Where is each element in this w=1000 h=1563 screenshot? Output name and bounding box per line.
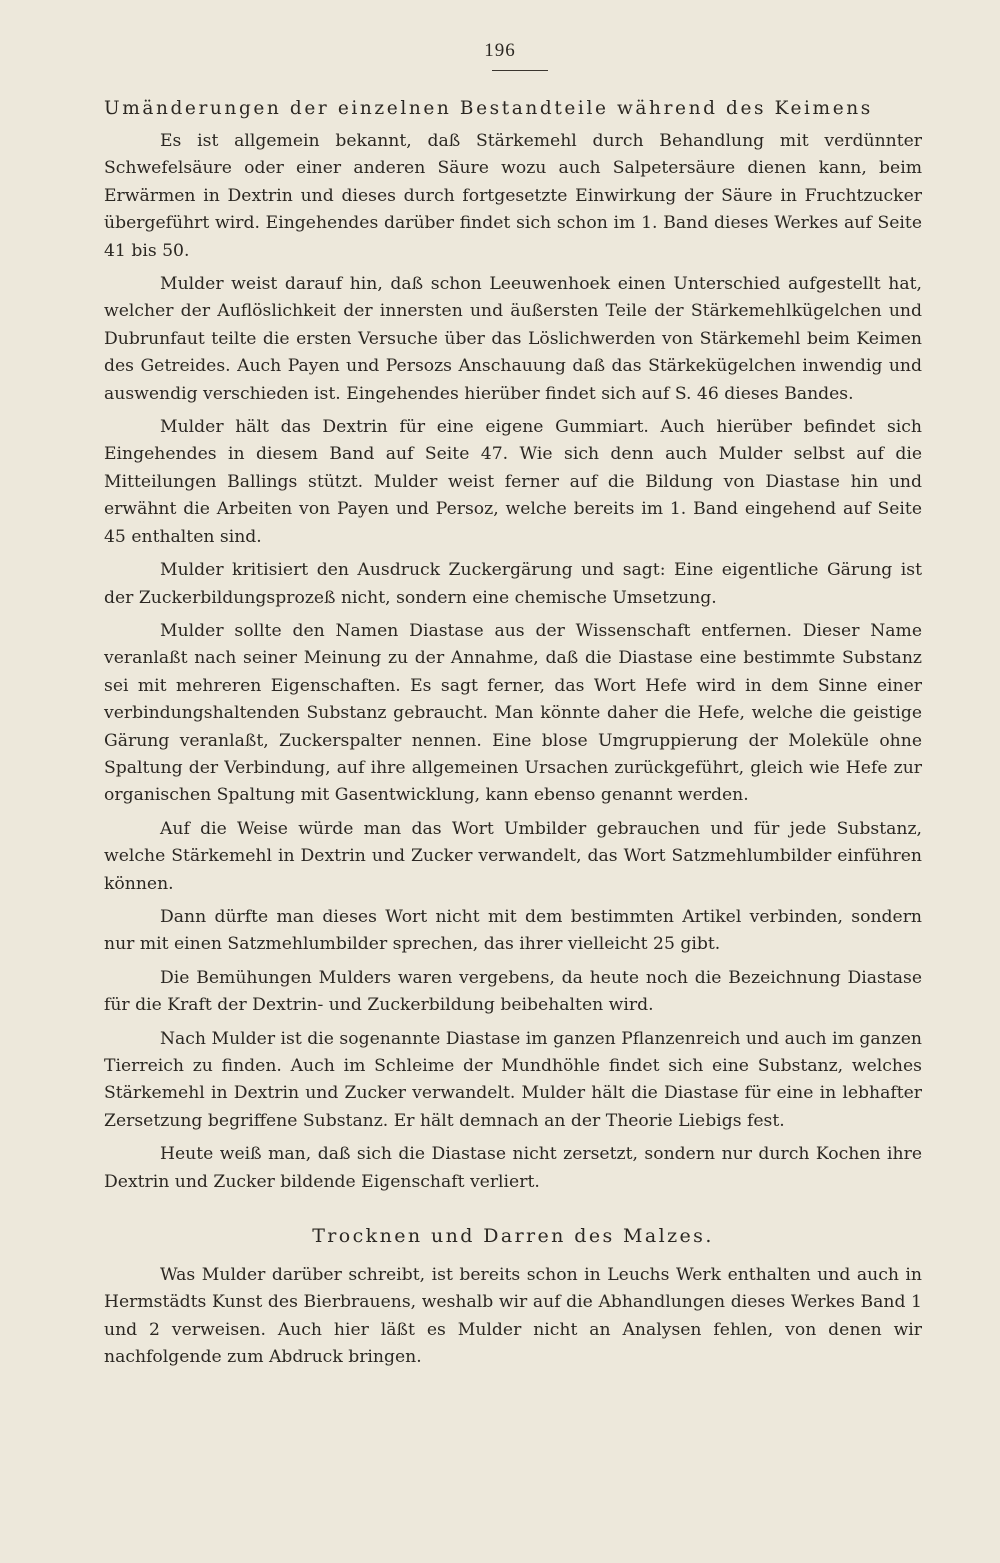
paragraph: Es ist allgemein bekannt, daß Stärkemehl durch Behandlung mit verdünnter Schwefelsäure oder einer anderen Säure wozu auch Salpetersäure dienen kann, beim Erwärmen in Dextrin und dieses durch fortgesetzte Einwirkung der Säure in Fruchtzucker übergeführt wird. Eingehendes darüber findet sich schon im 1. Band dieses Werkes auf Seite 41 bis 50. [104, 131, 922, 261]
section-heading-keimen: Umänderungen der einzelnen Bestandteile während des Keimens [104, 98, 873, 119]
paragraph: Heute weiß man, daß sich die Diastase nicht zersetzt, sondern nur durch Kochen ihre Dextrin und Zucker bildende Eigenschaft verliert. [104, 1144, 922, 1192]
paragraph: Mulder sollte den Namen Diastase aus der Wissenschaft entfernen. Dieser Name veranlaßt nach seiner Meinung zu der Annahme, daß die Diastase eine bestimmte Substanz sei mit mehreren Eigenschaften. Es sagt ferner, das Wort Hefe wird in dem Sinne einer verbindungshaltenden Substanz gebraucht. Man könnte daher die Hefe, welche die geistige Gärung veranlaßt, Zuckerspalter nennen. Eine blose Umgruppierung der Moleküle ohne Spaltung der Verbindung, auf ihre allgemeinen Ursachen zurückgeführt, gleich wie Hefe zur organischen Spaltung mit Gasentwicklung, kann ebenso genannt werden. [104, 620, 922, 806]
paragraph: Auf die Weise würde man das Wort Umbilder gebrauchen und für jede Substanz, welche Stärkemehl in Dextrin und Zucker verwandelt, das Wort Satzmehlumbilder einführen können. [104, 818, 922, 894]
section-heading-malz: Trocknen und Darren des Malzes. [312, 1225, 714, 1248]
page-number: 196 [484, 40, 516, 61]
paragraph: Nach Mulder ist die sogenannte Diastase im ganzen Pflanzenreich und auch im ganzen Tierreich zu finden. Auch im Schleime der Mundhöhle findet sich eine Substanz, welches Stärkemehl in Dextrin und Zucker verwandelt. Mulder hält die Diastase für eine in lebhafter Zersetzung begriffene Substanz. Er hält demnach an der Theorie Liebigs fest. [104, 1028, 922, 1131]
paragraph: Mulder hält das Dextrin für eine eigene Gummiart. Auch hierüber befindet sich Eingehendes in diesem Band auf Seite 47. Wie sich denn auch Mulder selbst auf die Mitteilungen Ballings stützt. Mulder weist ferner auf die Bildung von Diastase hin und erwähnt die Arbeiten von Payen und Persoz, welche bereits im 1. Band eingehend auf Seite 45 enthalten sind. [104, 417, 922, 547]
page-number-rule [492, 70, 548, 71]
paragraph: Dann dürfte man dieses Wort nicht mit dem bestimmten Artikel verbinden, sondern nur mit einen Satzmehlumbilder sprechen, das ihrer vielleicht 25 gibt. [104, 906, 922, 955]
paragraph: Mulder kritisiert den Ausdruck Zuckergärung und sagt: Eine eigentliche Gärung ist der Zuckerbildungsprozeß nicht, sondern eine chemische Umsetzung. [104, 560, 922, 608]
text-block [104, 95, 922, 1378]
paragraph: Die Bemühungen Mulders waren vergebens, da heute noch die Bezeichnung Diastase für die Kraft der Dextrin- und Zuckerbildung beibehalten wird. [104, 967, 922, 1016]
paragraph: Mulder weist darauf hin, daß schon Leeuwenhoek einen Unterschied aufgestellt hat, welcher der Auflöslichkeit der innersten und äußersten Teile der Stärkemehlkügelchen und Dubrunfaut teilte die ersten Versuche über das Löslichwerden von Stärkemehl beim Keimen des Getreides. Auch Payen und Persozs Anschauung daß das Stärkekügelchen inwendig und auswendig verschieden ist. Eingehendes hierüber findet sich auf S. 46 dieses Bandes. [104, 274, 922, 404]
paragraph: Was Mulder darüber schreibt, ist bereits schon in Leuchs Werk enthalten und auch in Hermstädts Kunst des Bierbrauens, weshalb wir auf die Abhandlungen dieses Werkes Band 1 und 2 verweisen. Auch hier läßt es Mulder nicht an Analysen fehlen, von denen wir nachfolgende zum Abdruck bringen. [104, 1265, 922, 1368]
